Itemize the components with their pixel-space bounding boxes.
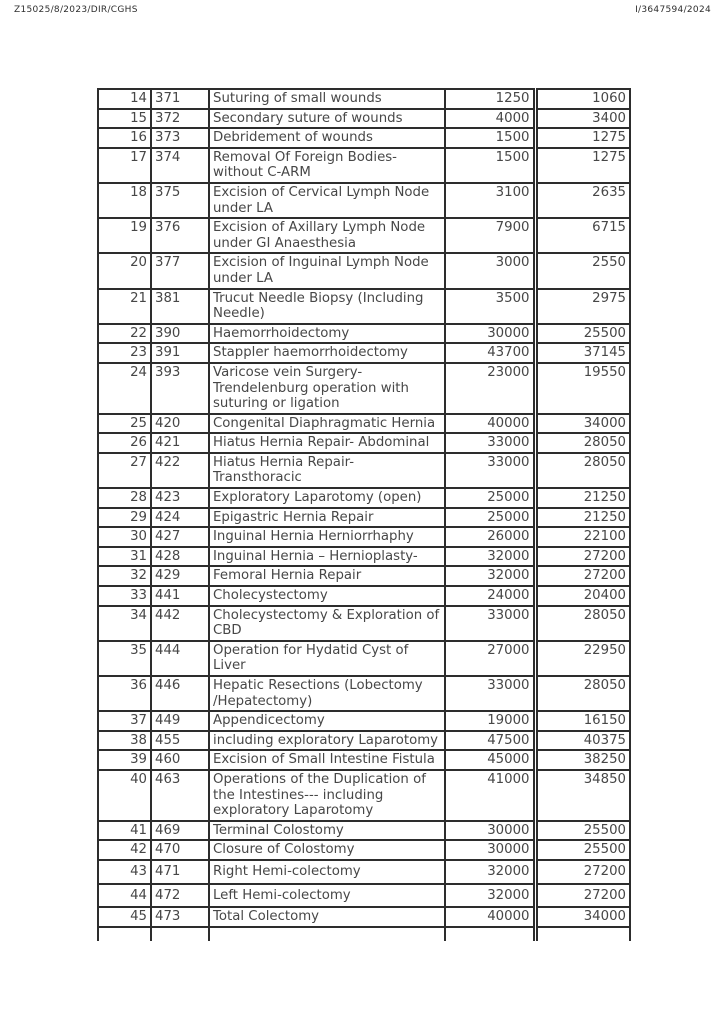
table-row	[98, 488, 630, 508]
table-row	[98, 711, 630, 731]
rate-cell-2: 27200	[535, 547, 630, 567]
table-row	[98, 128, 630, 148]
rate-cell-1: 33000	[445, 453, 535, 488]
procedure-name-cell: Excision of Inguinal Lymph Node under LA	[209, 253, 445, 288]
procedure-name-cell: Trucut Needle Biopsy (Including Needle)	[209, 289, 445, 324]
procedure-name-cell: Femoral Hernia Repair	[209, 566, 445, 586]
procedure-code-cell: 377	[151, 253, 209, 288]
procedure-name-cell: Excision of Axillary Lymph Node under GI Anaesthesia	[209, 218, 445, 253]
partial-bottom-row	[98, 927, 630, 941]
rate-cell-2: 1060	[535, 89, 630, 109]
table-row	[98, 821, 630, 841]
serial-number-cell: 32	[98, 566, 151, 586]
table-row	[98, 860, 630, 884]
rate-cell-1: 3100	[445, 183, 535, 218]
table-row	[98, 324, 630, 344]
serial-number-cell: 45	[98, 907, 151, 927]
procedure-name-cell	[209, 927, 445, 941]
procedure-code-cell: 449	[151, 711, 209, 731]
rate-cell-1: 23000	[445, 363, 535, 414]
procedure-name-cell: Cholecystectomy & Exploration of CBD	[209, 606, 445, 641]
procedure-code-cell: 446	[151, 676, 209, 711]
procedure-name-cell: Secondary suture of wounds	[209, 109, 445, 129]
procedure-code-cell: 391	[151, 343, 209, 363]
procedure-rates-table	[97, 88, 631, 941]
rate-cell-1: 40000	[445, 414, 535, 434]
procedure-name-cell: Hiatus Hernia Repair- Abdominal	[209, 433, 445, 453]
rate-cell-2	[535, 927, 630, 941]
rate-cell-2: 34000	[535, 907, 630, 927]
rate-cell-1: 25000	[445, 508, 535, 528]
procedure-code-cell: 471	[151, 860, 209, 884]
rate-cell-2: 34000	[535, 414, 630, 434]
table-row	[98, 343, 630, 363]
rate-cell-2: 25500	[535, 324, 630, 344]
procedure-name-cell: Debridement of wounds	[209, 128, 445, 148]
procedure-code-cell: 376	[151, 218, 209, 253]
procedure-code-cell: 469	[151, 821, 209, 841]
table-row	[98, 586, 630, 606]
procedure-code-cell: 460	[151, 750, 209, 770]
procedure-name-cell: Inguinal Hernia – Hernioplasty-	[209, 547, 445, 567]
rate-cell-2: 22100	[535, 527, 630, 547]
serial-number-cell: 17	[98, 148, 151, 183]
procedure-code-cell: 381	[151, 289, 209, 324]
procedure-code-cell: 427	[151, 527, 209, 547]
file-number-right: I/3647594/2024	[635, 5, 711, 15]
procedure-name-cell: Epigastric Hernia Repair	[209, 508, 445, 528]
rate-cell-2: 1275	[535, 148, 630, 183]
table-row	[98, 731, 630, 751]
table-row	[98, 183, 630, 218]
rate-cell-2: 40375	[535, 731, 630, 751]
rate-cell-1: 33000	[445, 606, 535, 641]
rate-cell-1: 4000	[445, 109, 535, 129]
serial-number-cell: 33	[98, 586, 151, 606]
rate-cell-2: 27200	[535, 884, 630, 908]
procedure-code-cell: 421	[151, 433, 209, 453]
rate-cell-1: 33000	[445, 433, 535, 453]
procedure-code-cell: 441	[151, 586, 209, 606]
serial-number-cell: 24	[98, 363, 151, 414]
rate-cell-1: 32000	[445, 566, 535, 586]
serial-number-cell: 42	[98, 840, 151, 860]
table-row	[98, 218, 630, 253]
table-row	[98, 433, 630, 453]
table-row	[98, 527, 630, 547]
serial-number-cell: 27	[98, 453, 151, 488]
table-row	[98, 606, 630, 641]
table-row	[98, 289, 630, 324]
rate-cell-2: 1275	[535, 128, 630, 148]
procedure-code-cell: 373	[151, 128, 209, 148]
serial-number-cell: 34	[98, 606, 151, 641]
table-row	[98, 453, 630, 488]
rate-cell-2: 25500	[535, 821, 630, 841]
serial-number-cell: 29	[98, 508, 151, 528]
rates-table-body	[98, 89, 630, 941]
rate-cell-1: 3000	[445, 253, 535, 288]
procedure-code-cell: 422	[151, 453, 209, 488]
procedure-name-cell: including exploratory Laparotomy	[209, 731, 445, 751]
rate-cell-1: 3500	[445, 289, 535, 324]
rate-cell-1: 30000	[445, 324, 535, 344]
rate-cell-1: 47500	[445, 731, 535, 751]
table-row	[98, 770, 630, 821]
serial-number-cell: 19	[98, 218, 151, 253]
rate-cell-1: 1250	[445, 89, 535, 109]
rate-cell-2: 2975	[535, 289, 630, 324]
rate-cell-1: 19000	[445, 711, 535, 731]
serial-number-cell: 22	[98, 324, 151, 344]
procedure-name-cell: Excision of Cervical Lymph Node under LA	[209, 183, 445, 218]
procedure-code-cell: 470	[151, 840, 209, 860]
serial-number-cell: 40	[98, 770, 151, 821]
serial-number-cell: 20	[98, 253, 151, 288]
procedure-name-cell: Hiatus Hernia Repair- Transthoracic	[209, 453, 445, 488]
rate-cell-2: 38250	[535, 750, 630, 770]
rate-cell-1: 32000	[445, 860, 535, 884]
page-header	[14, 5, 711, 15]
rate-cell-2: 28050	[535, 453, 630, 488]
rate-cell-2: 2550	[535, 253, 630, 288]
serial-number-cell: 44	[98, 884, 151, 908]
rate-cell-1: 40000	[445, 907, 535, 927]
procedure-name-cell: Stappler haemorrhoidectomy	[209, 343, 445, 363]
rate-cell-1: 25000	[445, 488, 535, 508]
procedure-name-cell: Right Hemi-colectomy	[209, 860, 445, 884]
procedure-code-cell: 442	[151, 606, 209, 641]
table-row	[98, 641, 630, 676]
rate-cell-2: 28050	[535, 433, 630, 453]
procedure-name-cell: Cholecystectomy	[209, 586, 445, 606]
rate-cell-1: 1500	[445, 148, 535, 183]
table-row	[98, 414, 630, 434]
procedure-code-cell: 375	[151, 183, 209, 218]
procedure-code-cell: 428	[151, 547, 209, 567]
procedure-code-cell: 472	[151, 884, 209, 908]
procedure-code-cell: 455	[151, 731, 209, 751]
procedure-name-cell: Haemorrhoidectomy	[209, 324, 445, 344]
serial-number-cell: 38	[98, 731, 151, 751]
procedure-name-cell: Exploratory Laparotomy (open)	[209, 488, 445, 508]
serial-number-cell: 36	[98, 676, 151, 711]
procedure-name-cell: Varicose vein Surgery- Trendelenburg operation with suturing or ligation	[209, 363, 445, 414]
procedure-name-cell: Left Hemi-colectomy	[209, 884, 445, 908]
procedure-name-cell: Congenital Diaphragmatic Hernia	[209, 414, 445, 434]
rate-cell-1: 26000	[445, 527, 535, 547]
table-row	[98, 109, 630, 129]
procedure-name-cell: Hepatic Resections (Lobectomy /Hepatectomy)	[209, 676, 445, 711]
procedure-code-cell: 371	[151, 89, 209, 109]
serial-number-cell: 35	[98, 641, 151, 676]
serial-number-cell: 14	[98, 89, 151, 109]
rate-cell-1: 32000	[445, 547, 535, 567]
procedure-code-cell: 390	[151, 324, 209, 344]
procedure-name-cell: Closure of Colostomy	[209, 840, 445, 860]
procedure-code-cell: 393	[151, 363, 209, 414]
serial-number-cell: 30	[98, 527, 151, 547]
rate-cell-1: 43700	[445, 343, 535, 363]
procedure-code-cell: 423	[151, 488, 209, 508]
procedure-name-cell: Suturing of small wounds	[209, 89, 445, 109]
rate-cell-2: 28050	[535, 606, 630, 641]
rate-cell-2: 34850	[535, 770, 630, 821]
table-row	[98, 907, 630, 927]
rate-cell-2: 6715	[535, 218, 630, 253]
file-number-left: Z15025/8/2023/DIR/CGHS	[14, 5, 138, 15]
rate-cell-2: 22950	[535, 641, 630, 676]
procedure-name-cell: Removal Of Foreign Bodies- without C-ARM	[209, 148, 445, 183]
procedure-name-cell: Operation for Hydatid Cyst of Liver	[209, 641, 445, 676]
rate-cell-2: 3400	[535, 109, 630, 129]
serial-number-cell: 26	[98, 433, 151, 453]
rate-cell-2: 27200	[535, 566, 630, 586]
rate-cell-1: 32000	[445, 884, 535, 908]
rate-cell-2: 2635	[535, 183, 630, 218]
rate-cell-1	[445, 927, 535, 941]
table-row	[98, 840, 630, 860]
rate-cell-2: 21250	[535, 508, 630, 528]
rate-cell-2: 19550	[535, 363, 630, 414]
serial-number-cell: 31	[98, 547, 151, 567]
table-row	[98, 363, 630, 414]
table-row	[98, 508, 630, 528]
rate-cell-1: 33000	[445, 676, 535, 711]
procedure-code-cell: 463	[151, 770, 209, 821]
rate-cell-1: 30000	[445, 821, 535, 841]
table-row	[98, 253, 630, 288]
rate-cell-2: 27200	[535, 860, 630, 884]
table-row	[98, 750, 630, 770]
rate-cell-1: 24000	[445, 586, 535, 606]
rate-cell-1: 7900	[445, 218, 535, 253]
rate-cell-2: 21250	[535, 488, 630, 508]
procedure-name-cell: Operations of the Duplication of the Intestines--- including exploratory Laparotomy	[209, 770, 445, 821]
procedure-name-cell: Terminal Colostomy	[209, 821, 445, 841]
rate-cell-2: 37145	[535, 343, 630, 363]
serial-number-cell: 25	[98, 414, 151, 434]
table-row	[98, 89, 630, 109]
serial-number-cell: 43	[98, 860, 151, 884]
serial-number-cell: 39	[98, 750, 151, 770]
table-row	[98, 884, 630, 908]
procedure-code-cell	[151, 927, 209, 941]
table-row	[98, 547, 630, 567]
procedure-code-cell: 424	[151, 508, 209, 528]
rate-cell-1: 1500	[445, 128, 535, 148]
serial-number-cell: 37	[98, 711, 151, 731]
rate-cell-1: 30000	[445, 840, 535, 860]
rate-cell-2: 28050	[535, 676, 630, 711]
procedure-code-cell: 372	[151, 109, 209, 129]
procedure-name-cell: Inguinal Hernia Herniorrhaphy	[209, 527, 445, 547]
serial-number-cell	[98, 927, 151, 941]
serial-number-cell: 21	[98, 289, 151, 324]
procedure-name-cell: Total Colectomy	[209, 907, 445, 927]
procedure-code-cell: 374	[151, 148, 209, 183]
serial-number-cell: 23	[98, 343, 151, 363]
serial-number-cell: 15	[98, 109, 151, 129]
rate-cell-1: 45000	[445, 750, 535, 770]
serial-number-cell: 16	[98, 128, 151, 148]
procedure-name-cell: Appendicectomy	[209, 711, 445, 731]
procedure-code-cell: 429	[151, 566, 209, 586]
serial-number-cell: 18	[98, 183, 151, 218]
rate-cell-2: 25500	[535, 840, 630, 860]
rate-cell-2: 20400	[535, 586, 630, 606]
procedure-code-cell: 473	[151, 907, 209, 927]
table-row	[98, 566, 630, 586]
procedure-code-cell: 444	[151, 641, 209, 676]
table-row	[98, 676, 630, 711]
table-row	[98, 148, 630, 183]
procedure-code-cell: 420	[151, 414, 209, 434]
procedure-name-cell: Excision of Small Intestine Fistula	[209, 750, 445, 770]
serial-number-cell: 41	[98, 821, 151, 841]
rate-cell-1: 41000	[445, 770, 535, 821]
rate-cell-2: 16150	[535, 711, 630, 731]
serial-number-cell: 28	[98, 488, 151, 508]
rate-cell-1: 27000	[445, 641, 535, 676]
